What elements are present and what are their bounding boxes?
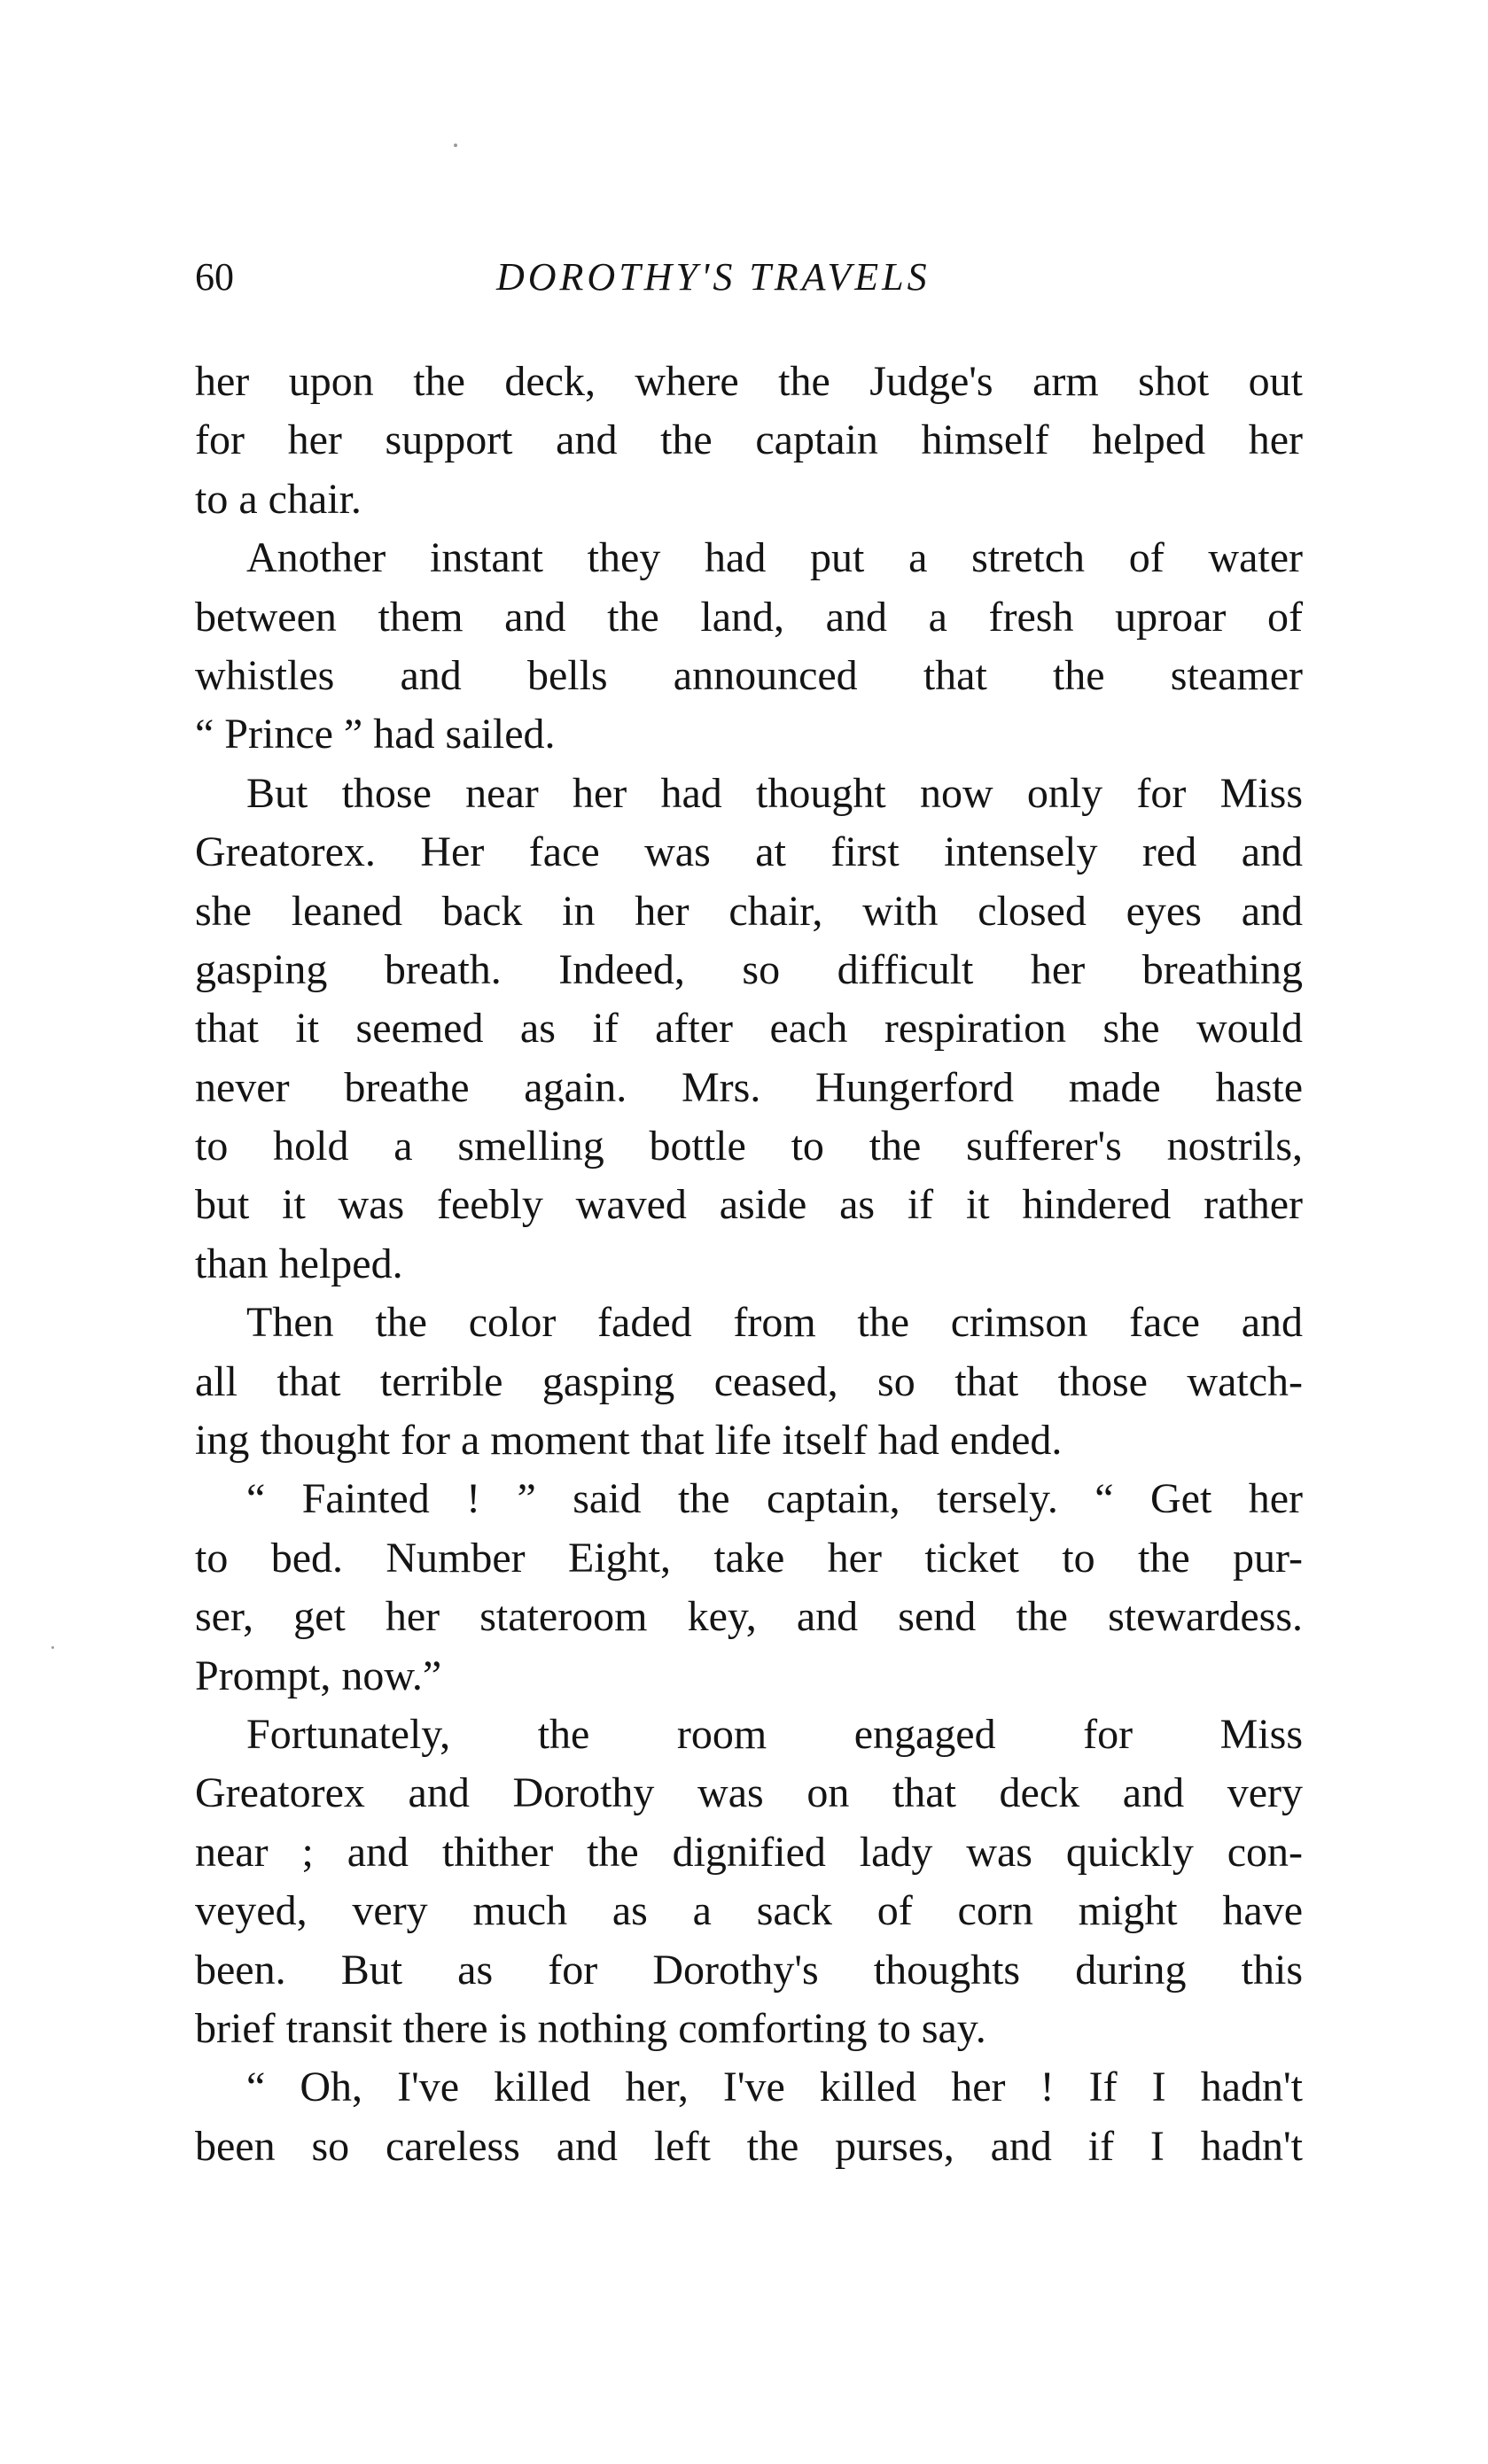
text-line: ser, get her stateroom key, and send the stewardess. — [195, 1593, 1303, 1641]
text-line: Another instant they had put a stretch of water — [246, 534, 1303, 582]
text-line: But those near her had thought now only for Miss — [246, 769, 1303, 817]
text-line: Prompt, now.” — [195, 1652, 442, 1699]
text-line: never breathe again. Mrs. Hungerford made haste — [195, 1063, 1303, 1111]
text-line: Greatorex and Dorothy was on that deck and very — [195, 1769, 1303, 1817]
text-line: brief transit there is nothing comforting to say. — [195, 2004, 986, 2052]
text-line: all that terrible gasping ceased, so that those watch- — [195, 1357, 1303, 1405]
text-line: she leaned back in her chair, with closed eyes and — [195, 887, 1303, 935]
body-text — [195, 353, 1303, 2176]
text-line: “ Oh, I've killed her, I've killed her ! If I hadn't — [246, 2064, 1303, 2111]
text-line: that it seemed as if after each respiration she would — [195, 1005, 1303, 1053]
paper-speck — [454, 144, 457, 147]
text-line: ing thought for a moment that life itself had ended. — [195, 1417, 1063, 1465]
page-header — [195, 246, 1303, 308]
text-line: to a chair. — [195, 475, 362, 523]
text-line: been so careless and left the purses, and if I hadn't — [195, 2122, 1303, 2170]
text-line: than helped. — [195, 1240, 403, 1287]
text-line: Fortunately, the room engaged for Miss — [246, 1710, 1303, 1758]
paper-speck — [51, 1646, 54, 1649]
text-line: near ; and thither the dignified lady was quickly con- — [195, 1828, 1303, 1876]
text-line: between them and the land, and a fresh uproar of — [195, 593, 1303, 641]
text-line: for her support and the captain himself helped her — [195, 416, 1303, 464]
text-line: veyed, very much as a sack of corn might have — [195, 1887, 1303, 1935]
text-line: gasping breath. Indeed, so difficult her breathing — [195, 945, 1303, 993]
text-line: her upon the deck, where the Judge's arm shot out — [195, 358, 1303, 405]
text-line: “ Prince ” had sailed. — [195, 711, 556, 758]
text-line: whistles and bells announced that the steamer — [195, 651, 1303, 699]
text-line: Then the color faded from the crimson face and — [246, 1299, 1303, 1347]
text-line: Greatorex. Her face was at first intensely red and — [195, 828, 1303, 876]
page-number: 60 — [195, 255, 234, 299]
text-line: to bed. Number Eight, take her ticket to the pur- — [195, 1534, 1303, 1582]
text-line: to hold a smelling bottle to the sufferer's nostrils, — [195, 1123, 1303, 1170]
running-title: DOROTHY'S TRAVELS — [496, 255, 931, 299]
text-line: “ Fainted ! ” said the captain, tersely. “ Get her — [246, 1475, 1303, 1523]
text-line: been. But as for Dorothy's thoughts during this — [195, 1946, 1303, 1994]
text-line: but it was feebly waved aside as if it hindered rather — [195, 1181, 1303, 1229]
